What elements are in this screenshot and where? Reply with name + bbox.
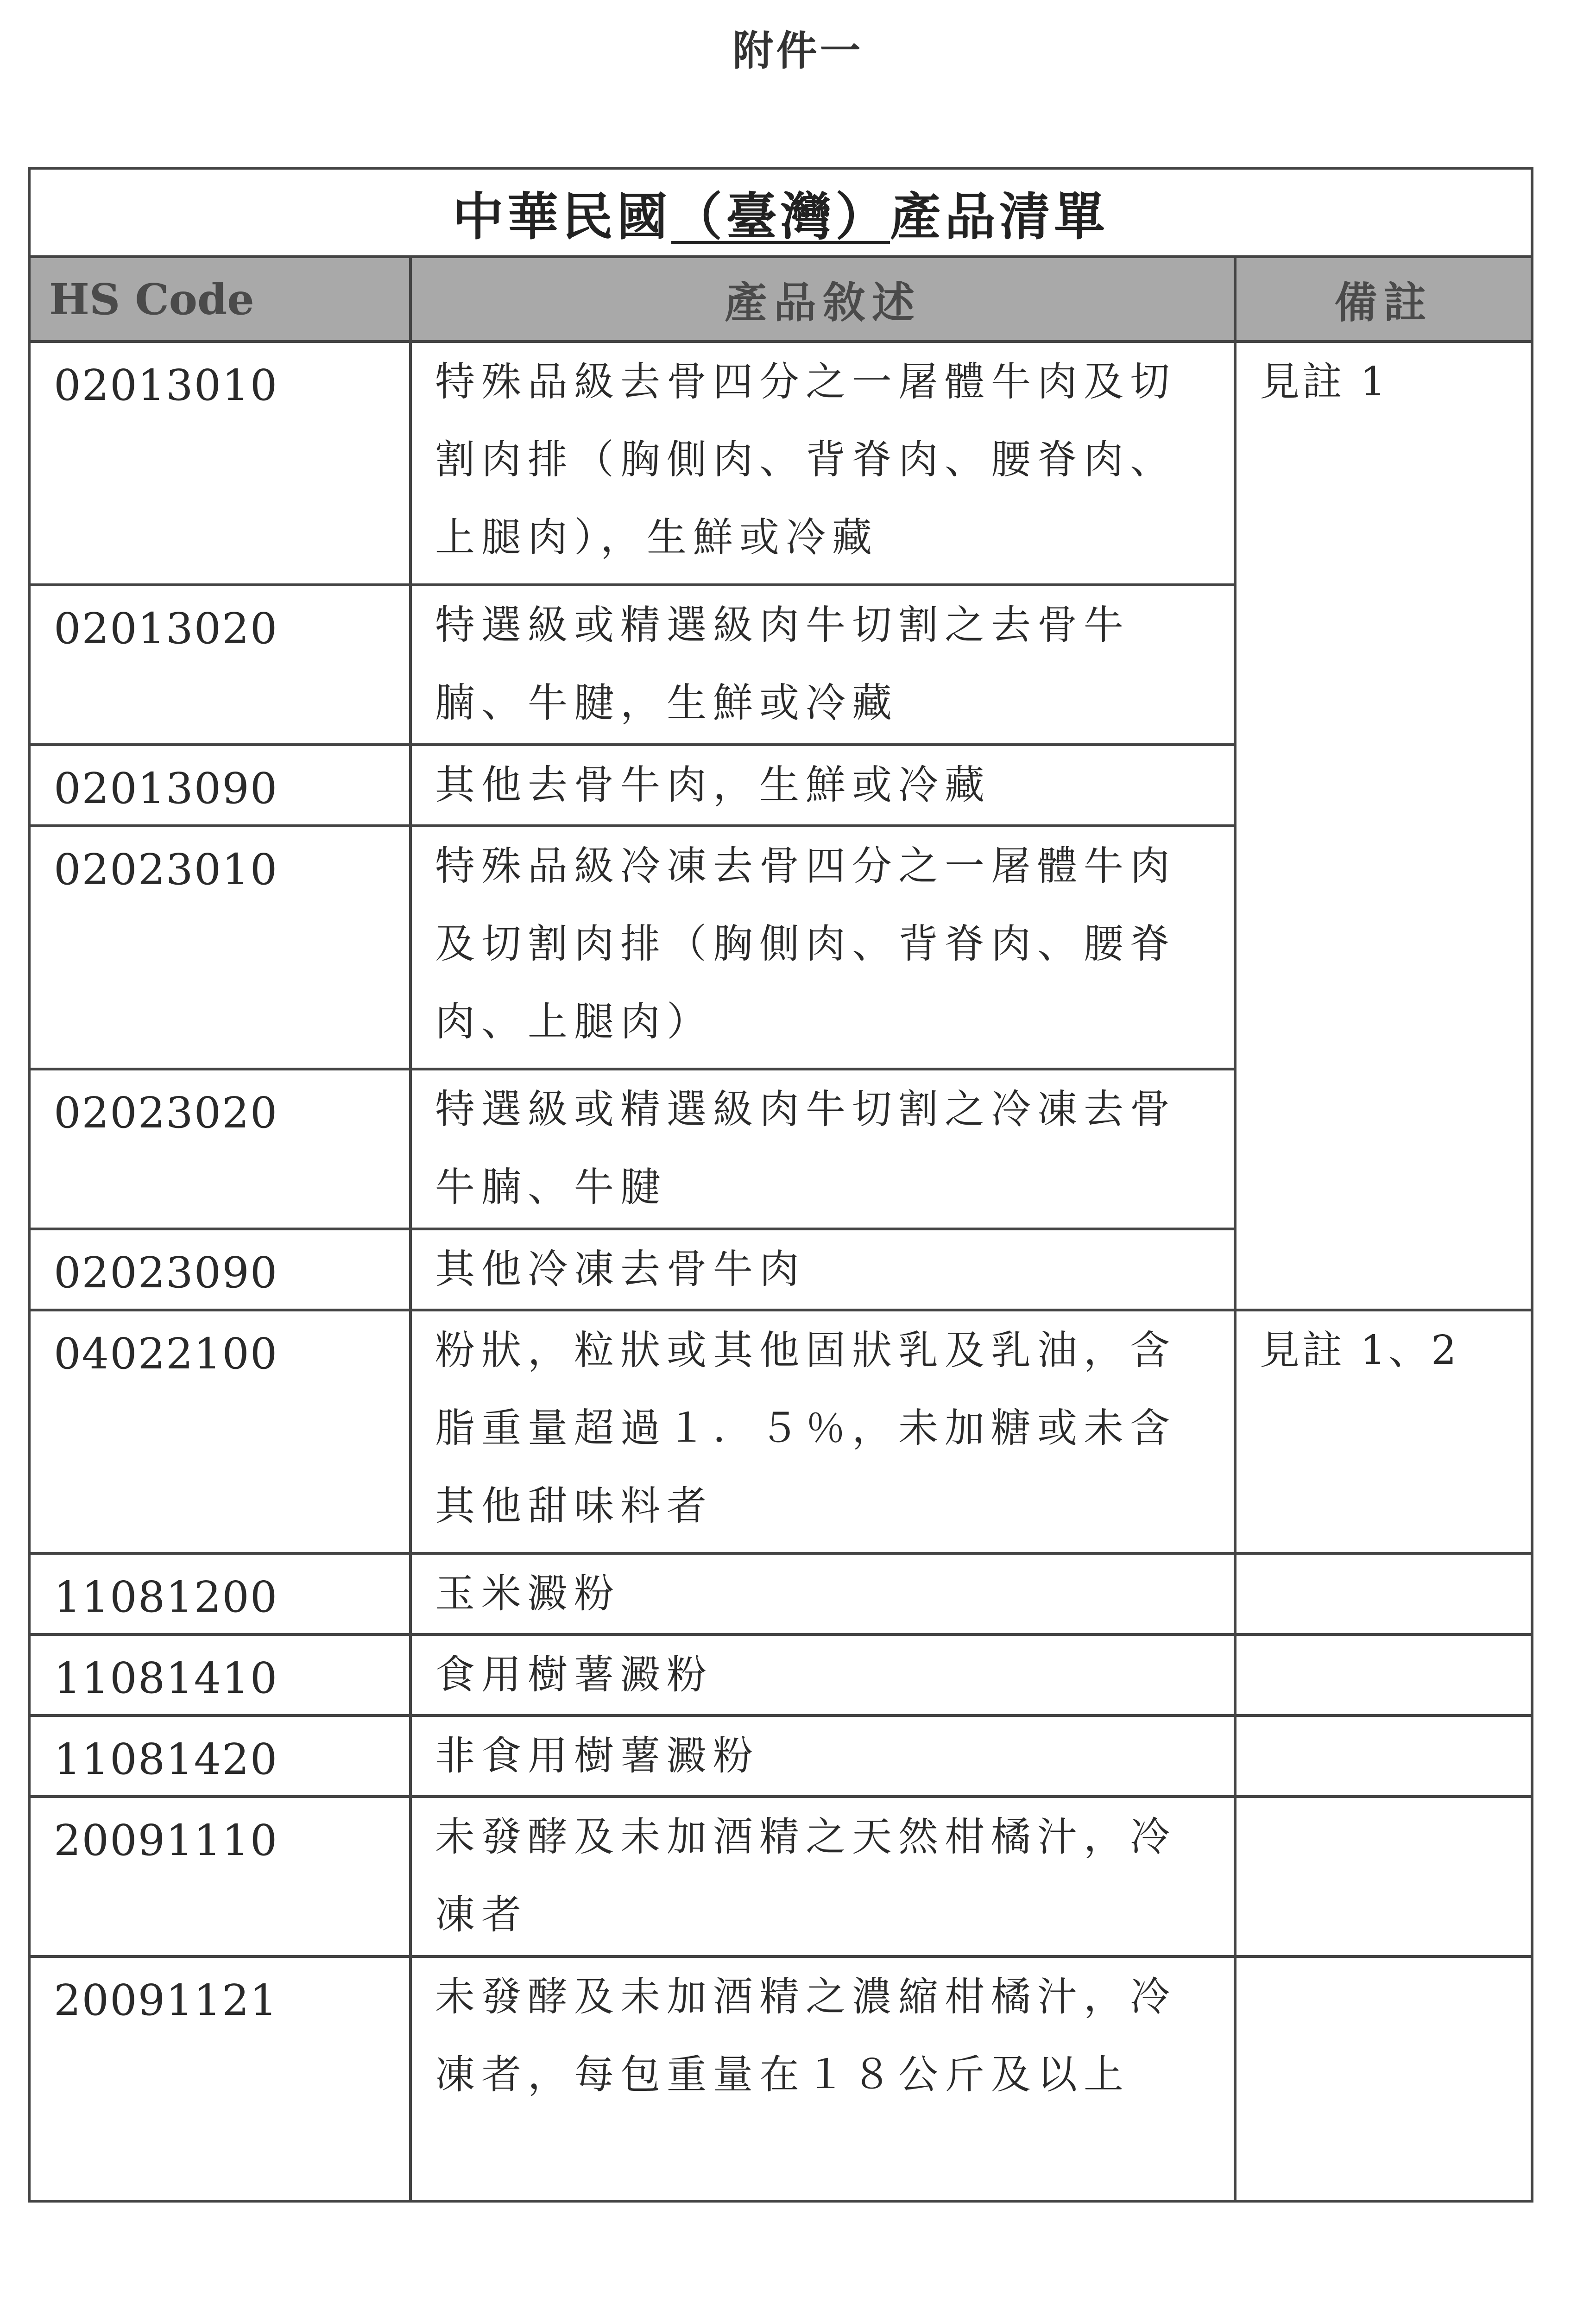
description-cell: 其他冷凍去骨牛肉 bbox=[410, 1229, 1235, 1310]
description-cell: 未發酵及未加酒精之天然柑橘汁，冷凍者 bbox=[410, 1797, 1235, 1956]
product-list-table bbox=[28, 167, 1533, 2203]
hs-code-cell: 02023020 bbox=[31, 1069, 410, 1229]
hs-code-cell: 11081420 bbox=[31, 1716, 410, 1797]
description-cell: 非食用樹薯澱粉 bbox=[410, 1716, 1235, 1797]
description-cell: 特殊品級冷凍去骨四分之一屠體牛肉及切割肉排（胸側肉、背脊肉、腰脊肉、上腿肉） bbox=[410, 826, 1235, 1069]
header-row bbox=[31, 258, 1531, 342]
hs-code-cell: 02013090 bbox=[31, 745, 410, 826]
description-cell: 特選級或精選級肉牛切割之去骨牛腩、牛腱，生鮮或冷藏 bbox=[410, 585, 1235, 745]
table-row bbox=[31, 1956, 1531, 2200]
table-row bbox=[31, 1634, 1531, 1716]
description-cell: 未發酵及未加酒精之濃縮柑橘汁，冷凍者，每包重量在１８公斤及以上 bbox=[410, 1956, 1235, 2200]
table-title-suffix: 產品清單 bbox=[890, 186, 1109, 247]
header-notes: 備註 bbox=[1235, 258, 1531, 342]
description-cell: 特選級或精選級肉牛切割之冷凍去骨牛腩、牛腱 bbox=[410, 1069, 1235, 1229]
hs-code-cell: 11081410 bbox=[31, 1634, 410, 1716]
page-heading: 附件一 bbox=[732, 26, 864, 75]
hs-code-cell: 02023090 bbox=[31, 1229, 410, 1310]
notes-cell: 見註 1 bbox=[1235, 342, 1531, 1310]
table-row bbox=[31, 1553, 1531, 1634]
notes-cell bbox=[1235, 1956, 1531, 2200]
table-row bbox=[31, 1797, 1531, 1956]
header-hs-code: HS Code bbox=[31, 258, 410, 342]
hs-code-cell: 11081200 bbox=[31, 1553, 410, 1634]
products-grid bbox=[31, 258, 1531, 2200]
notes-cell bbox=[1235, 1553, 1531, 1634]
notes-cell bbox=[1235, 1716, 1531, 1797]
header-description: 產品敘述 bbox=[410, 258, 1235, 342]
table-row bbox=[31, 342, 1531, 585]
description-cell: 特殊品級去骨四分之一屠體牛肉及切割肉排（胸側肉、背脊肉、腰脊肉、上腿肉），生鮮或冷藏 bbox=[410, 342, 1235, 585]
hs-code-cell: 02023010 bbox=[31, 826, 410, 1069]
description-cell: 食用樹薯澱粉 bbox=[410, 1634, 1235, 1716]
notes-cell bbox=[1235, 1634, 1531, 1716]
description-cell: 玉米澱粉 bbox=[410, 1553, 1235, 1634]
table-title bbox=[31, 170, 1531, 258]
table-row bbox=[31, 1310, 1531, 1553]
notes-cell bbox=[1235, 1797, 1531, 1956]
table-title-country: （臺灣） bbox=[671, 186, 890, 247]
hs-code-cell: 02013010 bbox=[31, 342, 410, 585]
table-row bbox=[31, 1716, 1531, 1797]
hs-code-cell: 04022100 bbox=[31, 1310, 410, 1553]
table-title-prefix: 中華民國 bbox=[453, 186, 671, 247]
description-cell: 粉狀，粒狀或其他固狀乳及乳油，含脂重量超過１．５％，未加糖或未含其他甜味料者 bbox=[410, 1310, 1235, 1553]
hs-code-cell: 02013020 bbox=[31, 585, 410, 745]
description-cell: 其他去骨牛肉，生鮮或冷藏 bbox=[410, 745, 1235, 826]
hs-code-cell: 20091110 bbox=[31, 1797, 410, 1956]
hs-code-cell: 20091121 bbox=[31, 1956, 410, 2200]
notes-cell: 見註 1、2 bbox=[1235, 1310, 1531, 1553]
